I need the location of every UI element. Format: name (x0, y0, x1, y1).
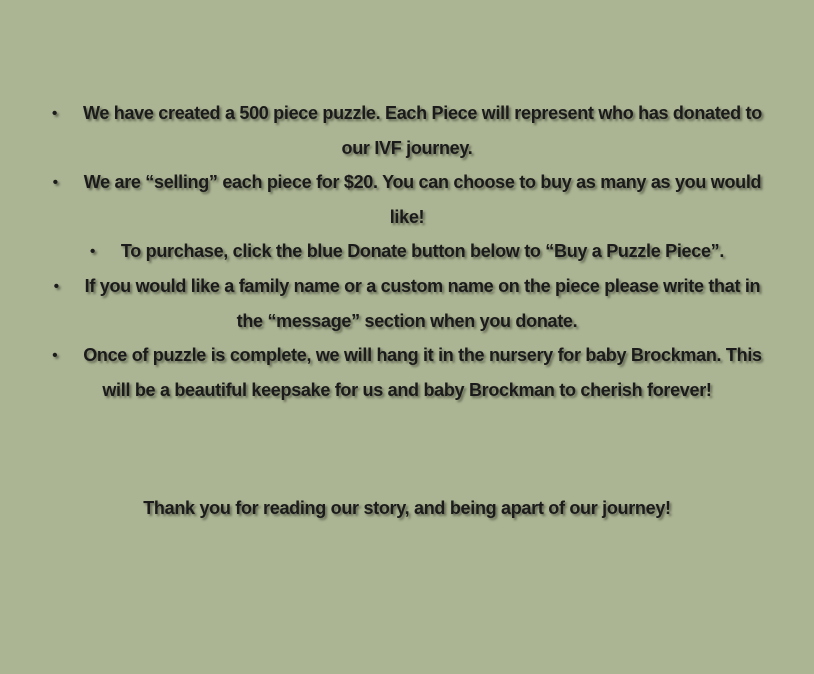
bullet-text-how-to-purchase: To purchase, click the blue Donate button below to “Buy a Puzzle Piece”. (120, 241, 725, 261)
bullet-icon: • (52, 174, 58, 191)
bullet-item-keepsake (42, 338, 772, 407)
bullet-icon: • (52, 105, 57, 122)
bullet-text-puzzle-intro: We have created a 500 piece puzzle. Each Piece will represent who has donated to our IVF journey. (83, 103, 762, 158)
bullet-item-custom-name (42, 269, 772, 338)
bullet-list (42, 96, 772, 407)
flyer-content (42, 96, 772, 525)
bullet-text-keepsake: Once of puzzle is complete, we will hang it in the nursery for baby Brockman. This will be a beautiful keepsake for us and baby Brockman to cherish forever! (83, 345, 762, 400)
bullet-icon: • (89, 243, 95, 260)
bullet-item-how-to-purchase (42, 234, 772, 269)
bullet-icon: • (52, 347, 58, 364)
bullet-text-piece-price: We are “selling” each piece for $20. You can choose to buy as many as you would like! (83, 172, 762, 227)
closing-thank-you-line: Thank you for reading our story, and being apart of our journey! (143, 498, 671, 518)
bullet-text-custom-name: If you would like a family name or a custom name on the piece please write that in the “message” section when you donate. (84, 276, 761, 331)
bullet-item-piece-price (42, 165, 772, 234)
bullet-icon: • (53, 278, 59, 295)
bullet-item-puzzle-intro (42, 96, 772, 165)
